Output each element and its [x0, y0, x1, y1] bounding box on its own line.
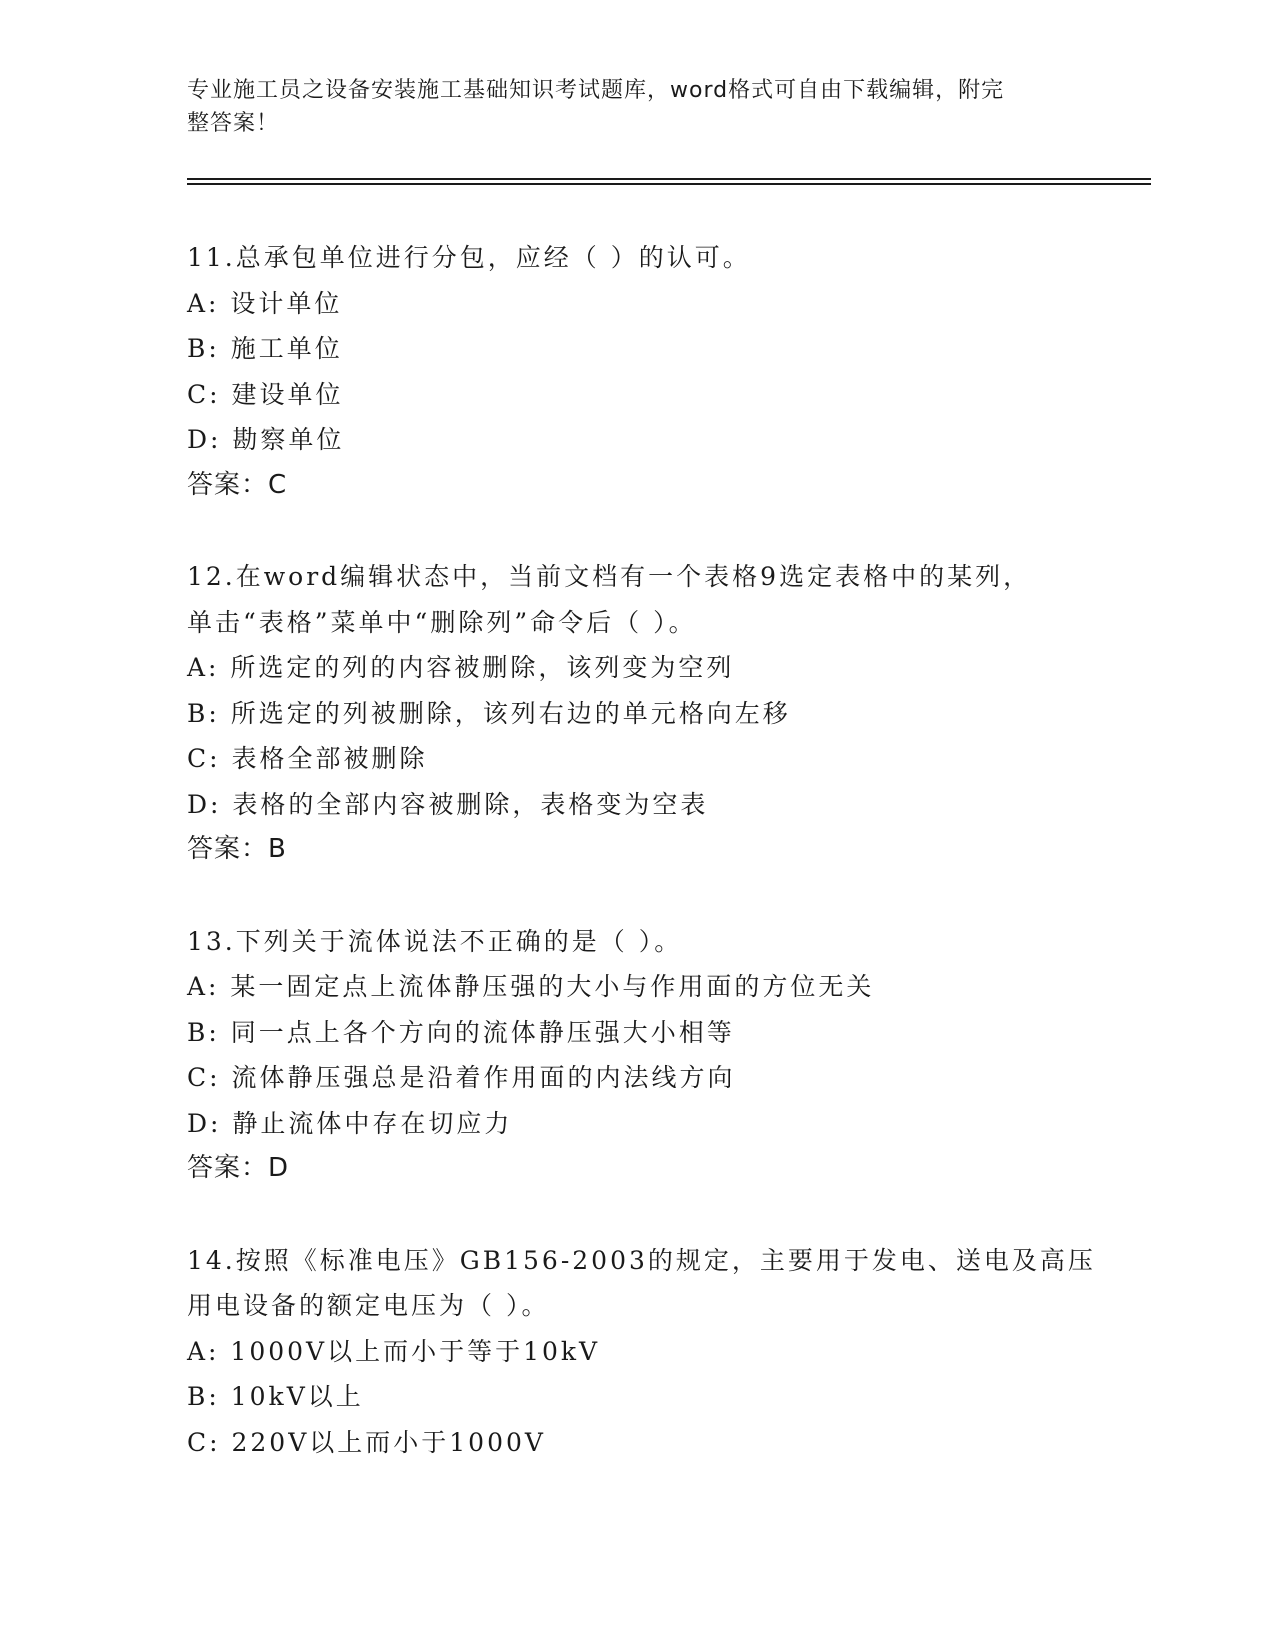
- header-line-2: 整答案！: [187, 111, 280, 136]
- question-14: [187, 1238, 1117, 1466]
- option-b: B: 所选定的列被删除，该列右边的单元格向左移: [187, 698, 791, 728]
- question-text: 14.按照《标准电压》GB156-2003的规定，主要用于发电、送电及高压: [187, 1245, 1096, 1275]
- answer: 答案：C: [187, 469, 288, 500]
- option-a: A: 所选定的列的内容被删除，该列变为空列: [187, 653, 735, 682]
- answer: 答案：D: [187, 1153, 290, 1183]
- option-b: B: 施工单位: [187, 334, 343, 363]
- question-13: [187, 919, 1117, 1192]
- question-list: [187, 235, 1117, 1511]
- question-text: 11.总承包单位进行分包，应经（ ）的认可。: [187, 243, 751, 272]
- header-line-1: 专业施工员之设备安装施工基础知识考试题库，word格式可自由下载编辑，附完: [187, 78, 1005, 103]
- question-text: 13.下列关于流体说法不正确的是（ ）。: [187, 926, 683, 956]
- option-b: B: 10kV以上: [187, 1382, 364, 1411]
- option-c: C: 220V以上而小于1000V: [187, 1427, 546, 1457]
- header-divider-top: [187, 178, 1151, 180]
- header-divider-bottom: [187, 183, 1151, 185]
- option-d: D: 勘察单位: [187, 425, 345, 454]
- document-header: [187, 74, 1067, 140]
- option-a: A: 某一固定点上流体静压强的大小与作用面的方位无关: [187, 972, 875, 1001]
- option-c: C: 流体静压强总是沿着作用面的内法线方向: [187, 1063, 736, 1092]
- option-c: C: 表格全部被删除: [187, 744, 428, 773]
- question-text-continued: 单击“表格”菜单中“删除列”命令后（ ）。: [187, 607, 697, 637]
- option-a: A: 1000V以上而小于等于10kV: [187, 1336, 601, 1366]
- option-a: A: 设计单位: [187, 288, 343, 318]
- question-11: [187, 235, 1117, 508]
- answer: 答案：B: [187, 834, 287, 864]
- question-12: [187, 554, 1117, 873]
- option-d: D: 静止流体中存在切应力: [187, 1108, 513, 1138]
- option-c: C: 建设单位: [187, 379, 344, 409]
- question-text: 12.在word编辑状态中，当前文档有一个表格9选定表格中的某列，: [187, 562, 1032, 591]
- option-d: D: 表格的全部内容被删除，表格变为空表: [187, 789, 709, 819]
- question-text-continued: 用电设备的额定电压为（ ）。: [187, 1291, 550, 1320]
- option-b: B: 同一点上各个方向的流体静压强大小相等: [187, 1017, 735, 1047]
